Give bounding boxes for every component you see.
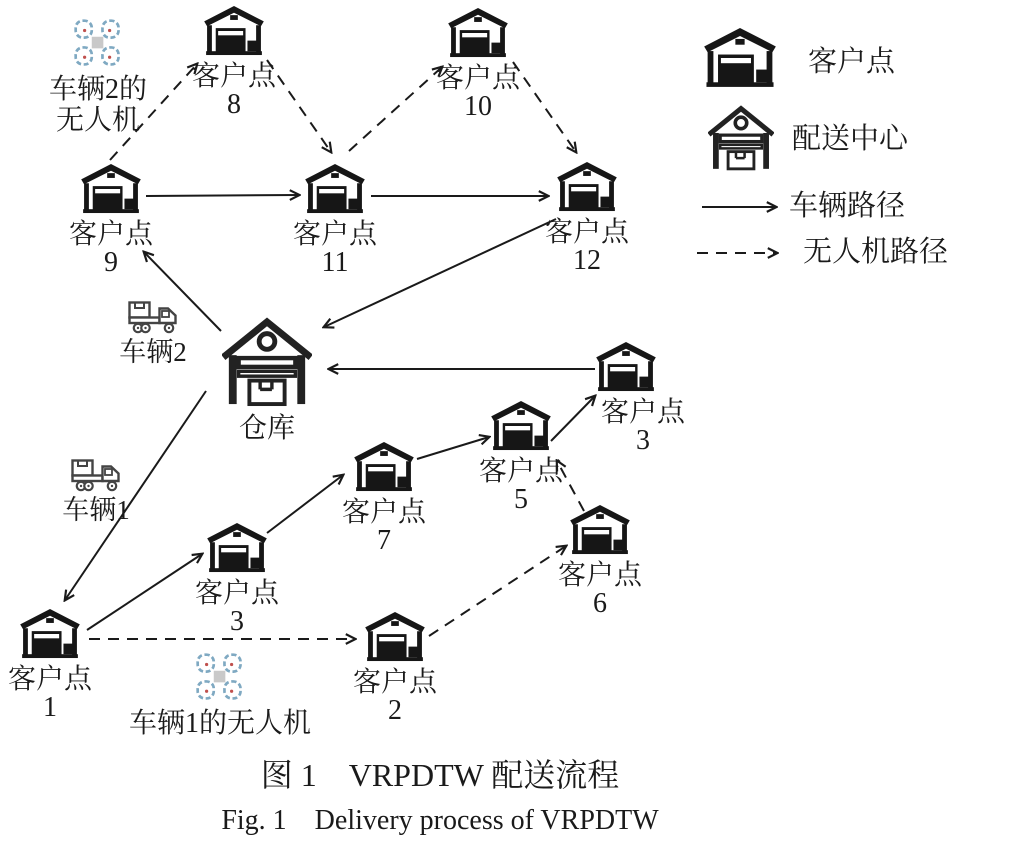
node-customer-2 (345, 612, 445, 724)
node-number: 8 (227, 89, 241, 120)
node-customer-12 (537, 162, 637, 274)
legend-customer-label: 客户点 (808, 46, 896, 78)
node-number: 3 (230, 606, 244, 637)
edge-vehicle1-c1-to-c3 (87, 554, 202, 630)
node-label: 客户点 (341, 497, 426, 528)
legend-depot-icon (708, 104, 774, 172)
edge-vehicle2-c9-to-c11 (146, 195, 299, 196)
drone-label: 车辆1的无人机 (128, 708, 311, 739)
legend-customer-icon (703, 27, 777, 89)
node-label: 客户点 (194, 578, 279, 609)
drone-icon (195, 650, 245, 704)
node-customer-3-right (576, 342, 685, 456)
node-label: 客户点 (557, 560, 642, 591)
drone-of-vehicle-2 (36, 16, 160, 136)
node-label: 客户点 (292, 219, 377, 250)
node-number: 1 (43, 692, 57, 723)
node-label: 客户点 (600, 397, 685, 428)
node-label: 客户点 (191, 61, 276, 92)
warehouse-icon (206, 523, 268, 573)
depot-icon (222, 316, 312, 408)
node-customer-9 (61, 164, 161, 276)
node-number: 5 (514, 484, 528, 515)
node-customer-11 (285, 164, 385, 276)
node-label: 客户点 (352, 667, 437, 698)
node-label: 客户点 (544, 217, 629, 248)
drone-of-vehicle-1 (120, 650, 320, 739)
drone-label-line2: 无人机 (55, 105, 140, 136)
truck-icon (127, 300, 179, 334)
node-number: 10 (464, 91, 492, 122)
node-number: 6 (593, 588, 607, 619)
vehicle-2 (103, 300, 203, 367)
warehouse-icon (80, 164, 142, 214)
node-label: 仓库 (238, 413, 295, 444)
node-customer-5 (471, 401, 571, 513)
node-customer-1 (0, 609, 100, 721)
node-label: 客户点 (68, 219, 153, 250)
warehouse-icon (569, 505, 631, 555)
caption-chinese: 图 1 VRPDTW 配送流程 (260, 757, 620, 793)
node-number: 7 (377, 525, 391, 556)
node-customer-3-bottom (187, 523, 287, 635)
warehouse-icon (595, 342, 657, 392)
node-depot (212, 316, 322, 444)
warehouse-icon (490, 401, 552, 451)
drone-icon (73, 16, 123, 70)
node-number: 12 (573, 245, 601, 276)
legend-depot-label: 配送中心 (792, 123, 909, 155)
node-customer-10 (428, 8, 528, 120)
node-number: 11 (321, 247, 349, 278)
edge-drone1-c2-to-c6 (429, 546, 566, 636)
warehouse-icon (447, 8, 509, 58)
warehouse-icon (304, 164, 366, 214)
node-number: 2 (388, 695, 402, 726)
vehicle-label: 车辆2 (119, 337, 187, 367)
warehouse-icon (353, 442, 415, 492)
node-customer-6 (550, 505, 650, 617)
truck-icon (70, 458, 122, 492)
vehicle-label: 车辆1 (62, 495, 130, 525)
warehouse-icon (19, 609, 81, 659)
node-number: 9 (104, 247, 118, 278)
warehouse-icon (556, 162, 618, 212)
node-customer-8 (184, 6, 284, 118)
node-customer-7 (334, 442, 434, 554)
warehouse-icon (203, 6, 265, 56)
node-label: 客户点 (435, 63, 520, 94)
node-label: 客户点 (7, 664, 92, 695)
vehicle-1 (46, 458, 146, 525)
node-label: 客户点 (478, 456, 563, 487)
legend-drone-route-label: 无人机路径 (803, 236, 949, 268)
warehouse-icon (364, 612, 426, 662)
caption-english: Fig. 1 Delivery process of VRPDTW (221, 805, 659, 836)
drone-label-line1: 车辆2的 (48, 74, 147, 105)
node-number: 3 (636, 425, 650, 456)
legend-vehicle-route-label: 车辆路径 (789, 190, 906, 222)
